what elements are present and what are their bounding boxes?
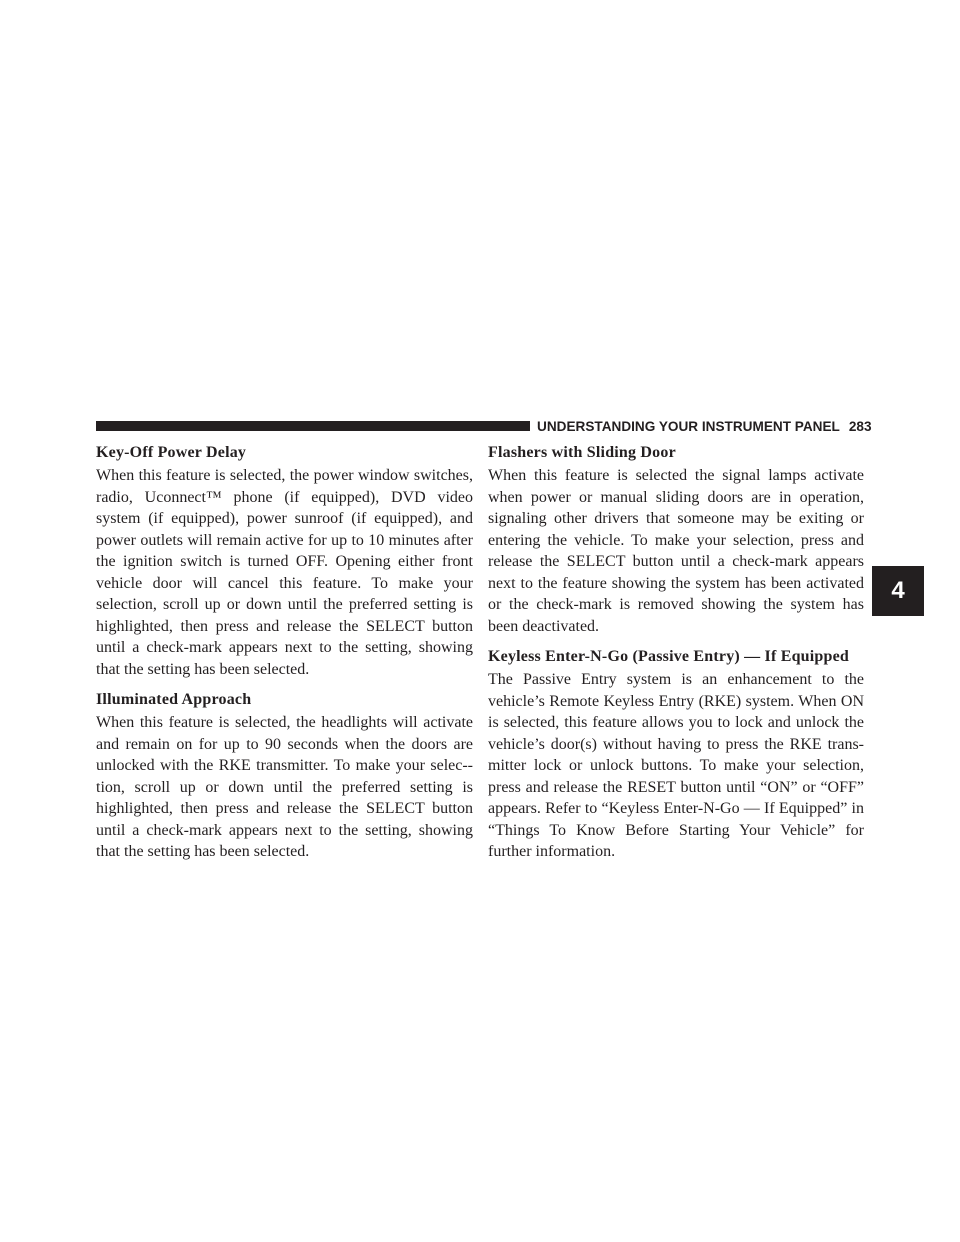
section-heading: Key-Off Power Delay — [96, 444, 247, 461]
section-keyless-enter-n-go — [488, 645, 864, 863]
section-heading: Keyless Enter-N-Go (Passive Entry) — If Equipped — [488, 648, 850, 665]
section-heading: Illuminated Approach — [96, 691, 252, 708]
section-key-off-power-delay — [96, 441, 473, 680]
header-rule — [96, 421, 530, 431]
page-number: 283 — [848, 419, 872, 434]
section-body: The Passive Entry system is an enhancement to the vehicle’s Remote Keyless Entry (RKE) system. When ON is selected, this feature allows you to lock and unlock the vehicle’s door(s) without having to press the RKE trans-mitter lock or unlock buttons. To make your selection, press and release the RESET button until “ON” or “OFF” appears. Refer to “Keyless Enter-N-Go — If Equipped” in “Things To Know Before Starting Your Vehicle” for further information. — [488, 671, 864, 860]
section-body: When this feature is selected, the headlights will activate and remain on for up to 90 seconds when the doors are unlocked with the RKE transmitter. To make your selec-tion, scroll up or down until the preferred setting is highlighted, then press and release the SELECT button until a check-mark appears next to the setting, showing that the setting has been selected. — [96, 714, 473, 860]
chapter-tab: 4 — [872, 566, 924, 616]
running-header — [537, 418, 872, 436]
section-illuminated-approach — [96, 688, 473, 863]
section-heading: Flashers with Sliding Door — [488, 444, 676, 461]
section-body: When this feature is selected, the power window switches, radio, Uconnect™ phone (if equipped), DVD video system (if equipped), power sunroof (if equipped), and power outlets will remain active for up to 10 minutes after the ignition switch is turned OFF. Opening either front vehicle door will cancel this feature. To make your selection, scroll up or down until the preferred setting is highlighted, then press and release the SELECT button until a check-mark appears next to the setting, showing that the setting has been selected. — [96, 467, 473, 678]
section-title: UNDERSTANDING YOUR INSTRUMENT PANEL — [537, 419, 840, 434]
right-column — [488, 441, 864, 863]
section-body: When this feature is selected the signal lamps activate when power or manual sliding doors are in operation, signaling other drivers that someone may be exiting or entering the vehicle. To make your selection, press and release the SELECT button until a check-mark appears next to the feature showing the system has been activated or the check-mark is removed showing the system has been deactivated. — [488, 467, 864, 635]
section-flashers-with-sliding-door — [488, 441, 864, 637]
left-column — [96, 441, 473, 863]
